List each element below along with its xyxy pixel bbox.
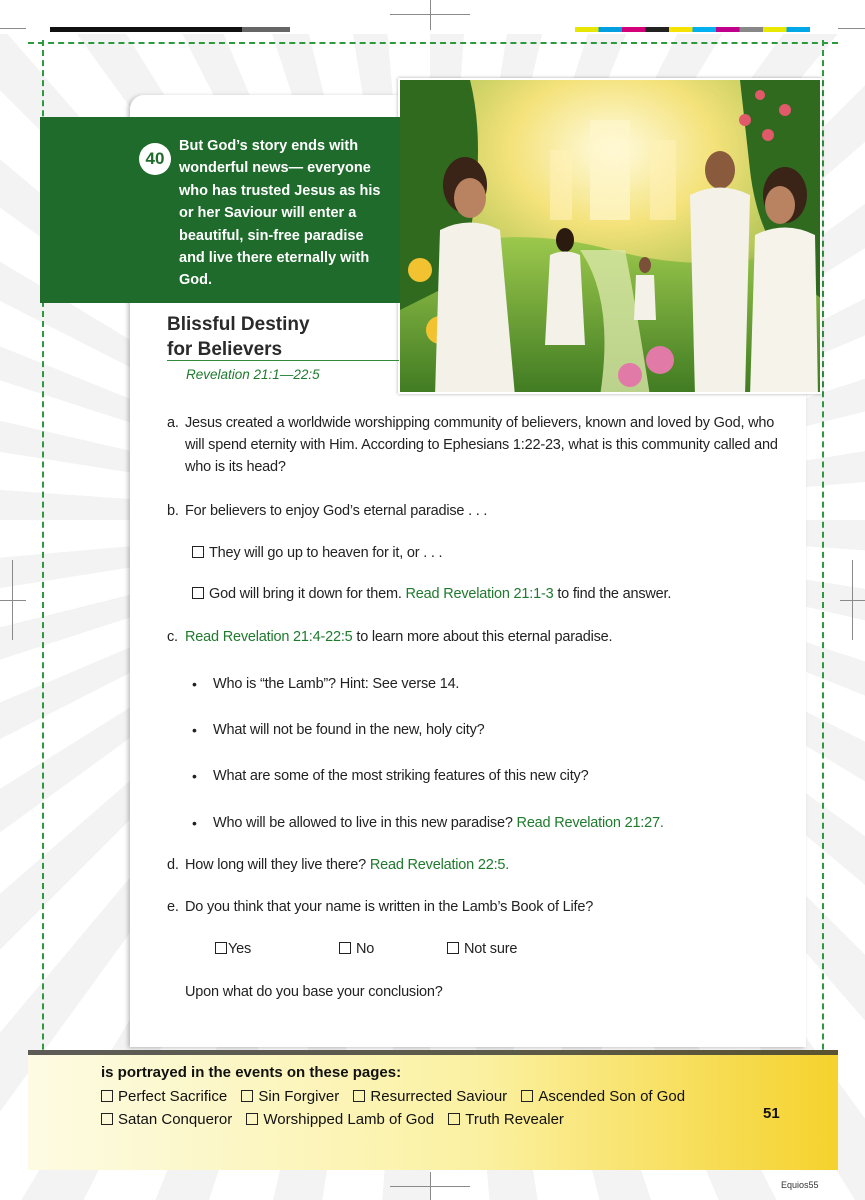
footer-option[interactable] xyxy=(353,1088,507,1105)
question-c-ref: Read Revelation 21:4-22:5 xyxy=(185,629,353,645)
bullet-dot: • xyxy=(192,676,197,692)
section-title xyxy=(167,312,310,362)
checkbox[interactable] xyxy=(215,942,227,954)
crop-mark xyxy=(390,1186,470,1187)
question-a-label: a. xyxy=(167,415,179,431)
crop-mark xyxy=(0,28,26,29)
footer-option[interactable] xyxy=(521,1088,685,1105)
footer-top-border xyxy=(28,1050,838,1055)
crop-mark xyxy=(12,560,13,640)
footer-option-label: Sin Forgiver xyxy=(258,1088,340,1105)
question-e-text: Do you think that your name is written in the Lamb’s Book of Life? xyxy=(185,899,594,915)
question-b-option1[interactable] xyxy=(192,542,442,564)
checkbox[interactable] xyxy=(192,587,204,599)
option-no[interactable] xyxy=(339,938,374,960)
checkbox[interactable] xyxy=(192,546,204,558)
bullet-dot: • xyxy=(192,815,197,831)
checkbox[interactable] xyxy=(241,1090,253,1102)
question-b-option2-tail: to find the answer. xyxy=(557,586,672,602)
lesson-number-badge: 40 xyxy=(139,143,171,175)
option-yes[interactable] xyxy=(215,938,251,960)
footer-option[interactable] xyxy=(241,1088,339,1105)
question-c xyxy=(185,626,612,648)
print-slug: Equios55 xyxy=(781,1180,819,1190)
guide-line-right xyxy=(822,40,824,1170)
checkbox[interactable] xyxy=(447,942,459,954)
section-title-line1: Blissful Destiny xyxy=(167,314,310,335)
checkbox[interactable] xyxy=(448,1113,460,1125)
option-yes-label: Yes xyxy=(228,941,252,957)
question-d-text: How long will they live there? xyxy=(185,857,366,873)
footer-option[interactable] xyxy=(101,1111,232,1128)
question-d xyxy=(185,854,509,876)
section-divider xyxy=(167,360,399,361)
question-e-followup: Upon what do you base your conclusion? xyxy=(185,984,443,1000)
registration-bar-left xyxy=(50,27,290,32)
checkbox[interactable] xyxy=(101,1113,113,1125)
question-c-text: to learn more about this eternal paradise. xyxy=(356,629,613,645)
page-number: 51 xyxy=(763,1105,780,1122)
crop-mark xyxy=(430,0,431,30)
crop-mark xyxy=(838,28,865,29)
footer-row-1 xyxy=(101,1088,695,1105)
question-b-option1-label: They will go up to heaven for it, or . . . xyxy=(209,545,443,561)
footer-option[interactable] xyxy=(246,1111,434,1128)
footer-option-label: Worshipped Lamb of God xyxy=(263,1111,435,1128)
checkbox[interactable] xyxy=(246,1113,258,1125)
question-c-bullet-4-ref: Read Revelation 21:27. xyxy=(516,815,664,831)
question-c-label: c. xyxy=(167,629,178,645)
section-reference: Revelation 21:1—22:5 xyxy=(186,367,320,382)
footer-option-label: Ascended Son of God xyxy=(538,1088,686,1105)
footer-option-label: Satan Conqueror xyxy=(118,1111,233,1128)
footer-option-label: Perfect Sacrifice xyxy=(118,1088,228,1105)
question-b-option2-label: God will bring it down for them. xyxy=(209,586,402,602)
footer-option[interactable] xyxy=(448,1111,564,1128)
question-b-text: For believers to enjoy God’s eternal paradise . . . xyxy=(185,503,488,519)
question-d-ref: Read Revelation 22:5. xyxy=(369,857,510,873)
footer-option[interactable] xyxy=(101,1088,227,1105)
question-a-line2: will spend eternity with Him. According to Ephesians 1:22-23, what is this community called and xyxy=(185,437,778,453)
option-no-label: No xyxy=(356,941,375,957)
option-not-sure-label: Not sure xyxy=(464,941,518,957)
question-a xyxy=(185,412,800,478)
paradise-illustration xyxy=(398,78,822,394)
checkbox[interactable] xyxy=(101,1090,113,1102)
bullet-dot: • xyxy=(192,768,197,784)
question-b-option2[interactable] xyxy=(192,583,671,605)
footer-option-label: Resurrected Saviour xyxy=(370,1088,508,1105)
section-title-line2: for Believers xyxy=(167,339,283,360)
question-b-label: b. xyxy=(167,503,179,519)
question-c-bullet-3: What are some of the most striking features of this new city? xyxy=(213,768,589,784)
guide-line-top xyxy=(28,42,838,44)
question-a-line3: who is its head? xyxy=(185,459,286,475)
question-c-bullet-4 xyxy=(213,812,664,834)
question-c-bullet-4-text: Who will be allowed to live in this new paradise? xyxy=(213,815,513,831)
option-not-sure[interactable] xyxy=(447,938,517,960)
intro-text: But God’s story ends with wonderful news— everyone who has trusted Jesus as his or her Saviour will enter a beautiful, sin-free paradise and live there eternally with God. xyxy=(179,138,381,289)
registration-bar-right xyxy=(575,27,810,32)
checkbox[interactable] xyxy=(339,942,351,954)
footer-row-2 xyxy=(101,1111,574,1128)
question-c-bullet-2: What will not be found in the new, holy city? xyxy=(213,722,485,738)
question-e-label: e. xyxy=(167,899,179,915)
crop-mark xyxy=(0,600,26,601)
question-d-label: d. xyxy=(167,857,179,873)
checkbox[interactable] xyxy=(521,1090,533,1102)
question-b-option2-ref: Read Revelation 21:1-3 xyxy=(405,586,554,602)
crop-mark xyxy=(852,560,853,640)
footer-option-label: Truth Revealer xyxy=(465,1111,564,1128)
crop-mark xyxy=(390,14,470,15)
checkbox[interactable] xyxy=(353,1090,365,1102)
bullet-dot: • xyxy=(192,722,197,738)
question-a-line1: Jesus created a worldwide worshipping community of believers, known and loved by God, who xyxy=(185,415,775,431)
footer-title: is portrayed in the events on these pages: xyxy=(101,1064,402,1081)
question-c-bullet-1: Who is “the Lamb”? Hint: See verse 14. xyxy=(213,676,460,692)
